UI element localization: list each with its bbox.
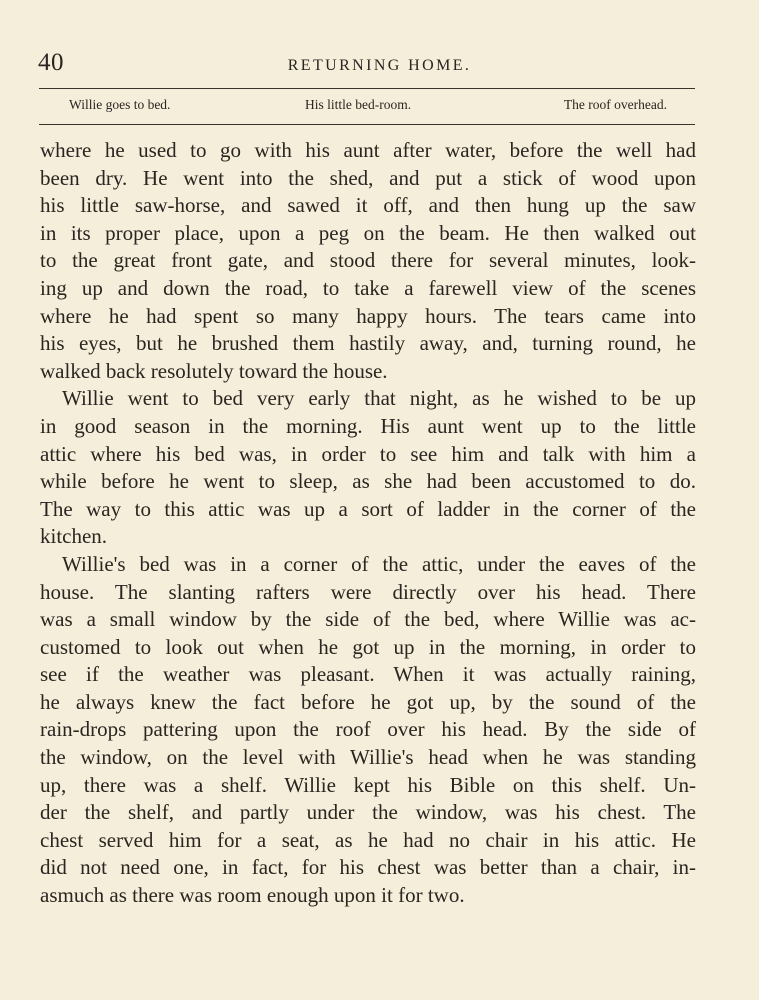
text-line: his eyes, but he brushed them hastily away, and, turning round, he — [40, 331, 696, 356]
page-number: 40 — [38, 49, 64, 76]
text-line: attic where his bed was, in order to see him and talk with him a — [40, 441, 696, 466]
topic-heading: The roof overhead. — [563, 97, 667, 112]
text-line: to the great front gate, and stood there for several minutes, look- — [40, 248, 696, 273]
text-line: asmuch as there was room enough upon it for two. — [40, 883, 465, 908]
text-line: ing up and down the road, to take a farewell view of the scenes — [40, 275, 696, 300]
text-line: the window, on the level with Willie's head when he was standing — [40, 745, 696, 770]
running-title: RETURNING HOME. — [287, 57, 472, 74]
text-line: been dry. He went into the shed, and put a stick of wood upon — [40, 165, 696, 190]
text-line: kitchen. — [40, 524, 108, 549]
text-line: in good season in the morning. His aunt went up to the little — [40, 413, 696, 438]
text-line: was a small window by the side of the bed, where Willie was ac- — [40, 607, 696, 632]
header-rule-top — [39, 88, 695, 89]
topic-headings — [39, 95, 695, 115]
text-line: see if the weather was pleasant. When it was actually raining, — [40, 662, 696, 687]
text-line: his little saw-horse, and sawed it off, and then hung up the saw — [40, 193, 696, 218]
header-rule-bottom — [39, 124, 695, 125]
text-line: chest served him for a seat, as he had no chair in his attic. He — [40, 827, 696, 852]
text-line: walked back resolutely toward the house. — [40, 358, 388, 383]
text-line: he always knew the fact before he got up, by the sound of the — [40, 689, 696, 714]
text-line: while before he went to sleep, as she had been accustomed to do. — [40, 469, 696, 494]
text-line: customed to look out when he got up in the morning, in order to — [40, 634, 696, 659]
topic-heading: His little bed-room. — [305, 97, 412, 112]
body-text — [40, 137, 696, 910]
text-line: did not need one, in fact, for his chest was better than a chair, in- — [40, 855, 696, 880]
text-line: where he used to go with his aunt after water, before the well had — [40, 138, 696, 162]
text-line: Willie went to bed very early that night, as he wished to be up — [62, 386, 696, 411]
text-line: up, there was a shelf. Willie kept his Bible on this shelf. Un- — [40, 772, 696, 797]
text-line: Willie's bed was in a corner of the attic, under the eaves of the — [62, 551, 696, 576]
text-line: where he had spent so many happy hours. The tears came into — [40, 303, 696, 328]
text-line: house. The slanting rafters were directly over his head. There — [40, 579, 696, 604]
topic-heading: Willie goes to bed. — [69, 97, 171, 112]
text-line: rain-drops pattering upon the roof over his head. By the side of — [40, 717, 696, 742]
text-line: in its proper place, upon a peg on the beam. He then walked out — [40, 220, 696, 245]
text-line: der the shelf, and partly under the window, was his chest. The — [40, 800, 696, 825]
text-line: The way to this attic was up a sort of ladder in the corner of the — [40, 496, 696, 521]
